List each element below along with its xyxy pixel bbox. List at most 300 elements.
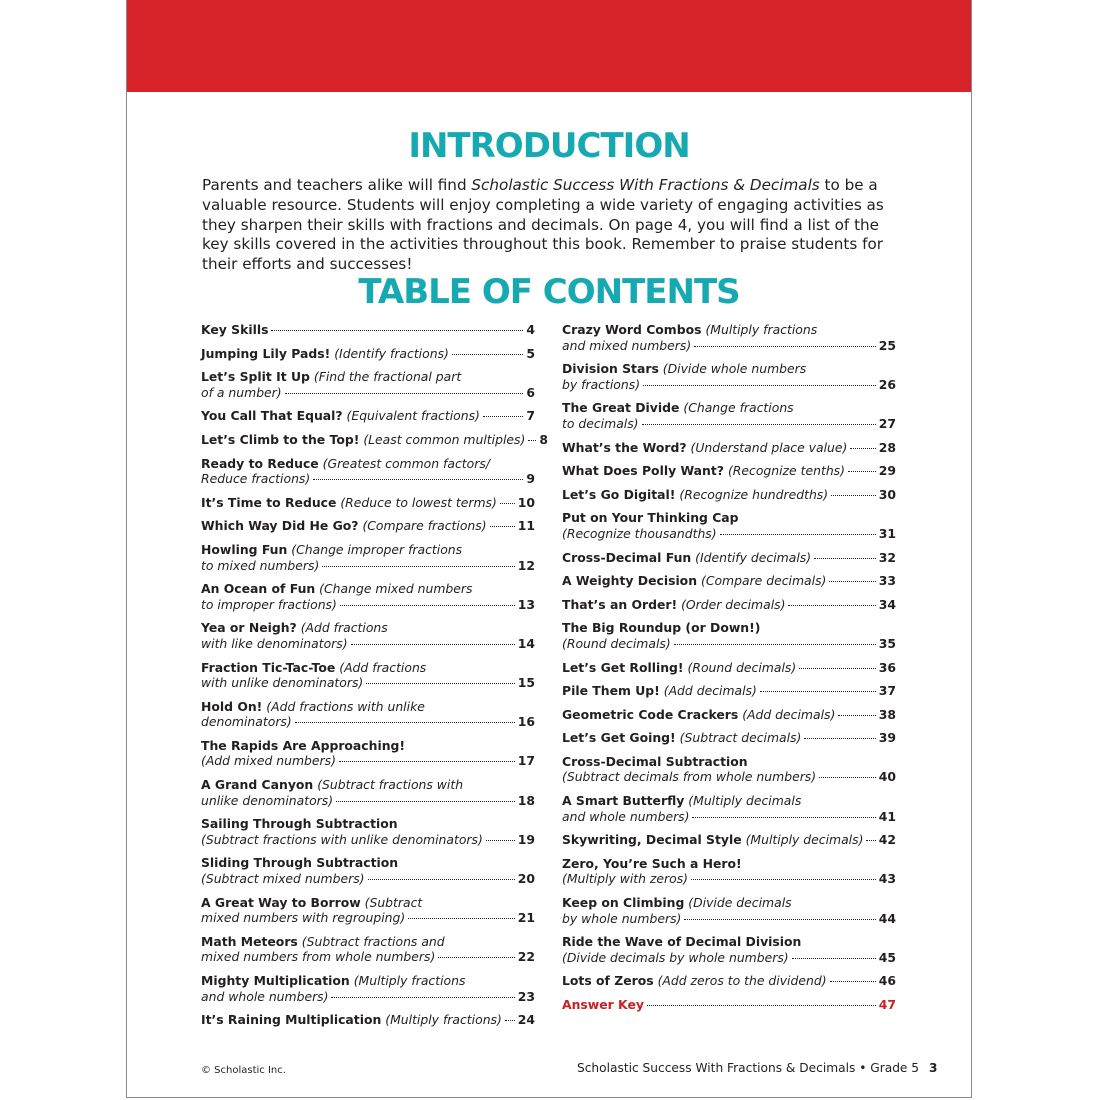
dot-leader: [643, 385, 876, 386]
toc-entry-page: 17: [517, 753, 535, 769]
toc-entry-description-continued: to mixed numbers): [201, 557, 320, 573]
toc-entry-line: [201, 871, 535, 887]
toc-entry-line: [562, 832, 896, 848]
toc-entry-line: [562, 377, 896, 393]
toc-entry-title: Geometric Code Crackers: [562, 706, 739, 722]
toc-entry-line: [201, 699, 535, 715]
toc-entry-title: Let’s Get Going!: [562, 730, 676, 746]
toc-entry: [201, 408, 535, 424]
toc-entry-title: Crazy Word Combos: [562, 322, 702, 337]
toc-entry-line: [201, 714, 535, 730]
toc-entry-line: [201, 855, 535, 871]
toc-entry-description: (Multiply fractions: [353, 973, 466, 988]
header-band: [127, 0, 971, 92]
dot-leader: [528, 440, 536, 441]
toc-entry-page: 25: [878, 337, 896, 353]
toc-entry-title: The Rapids Are Approaching!: [201, 737, 406, 753]
toc-entry-line: [562, 871, 896, 887]
toc-entry-line: [201, 895, 535, 911]
toc-entry-line: [201, 1012, 535, 1028]
toc-entry-description: (Subtract fractions with: [317, 777, 464, 793]
series-title: Scholastic Success With Fractions & Decimals • Grade 5: [577, 1061, 920, 1075]
toc-entry-line: [562, 997, 896, 1013]
toc-entry-description-continued: of a number): [201, 384, 282, 400]
toc-entry-page: 30: [878, 486, 896, 502]
toc-entry-line: [201, 385, 535, 401]
dot-leader: [647, 1005, 876, 1006]
toc-entry-page: 29: [878, 463, 896, 479]
toc-entry-title: Pile Them Up!: [562, 683, 660, 699]
toc-entry: [201, 369, 535, 400]
toc-entry-description: (Identify fractions): [334, 345, 449, 361]
toc-entry-line: [562, 440, 896, 456]
toc-entry: [201, 518, 535, 534]
toc-entry-description: (Add zeros to the dividend): [657, 973, 827, 989]
toc-entry-description-continued: with like denominators): [201, 635, 348, 651]
toc-entry-title: Ride the Wave of Decimal Division: [562, 934, 802, 950]
toc-entry-page: 31: [878, 525, 896, 541]
toc-entry-line: [562, 769, 896, 785]
toc-entry-description: (Change improper fractions: [291, 541, 463, 557]
toc-entry: [562, 620, 896, 651]
toc-entry-title: Keep on Climbing: [562, 895, 685, 911]
toc-entry: [562, 793, 896, 824]
dot-leader: [848, 471, 876, 472]
dot-leader: [408, 918, 515, 919]
toc-entry: [562, 440, 896, 456]
toc-entry-line: [201, 495, 535, 511]
toc-entry-description-continued: by fractions): [562, 376, 641, 392]
toc-entry-page: 26: [878, 376, 896, 392]
toc-entry-page: 8: [539, 431, 548, 447]
toc-entry-title: Which Way Did He Go?: [201, 518, 359, 534]
toc-entry-title: A Weighty Decision: [562, 573, 698, 589]
table-of-contents-heading: TABLE OF CONTENTS: [358, 272, 740, 312]
toc-entry-title: Cross-Decimal Fun: [562, 549, 692, 565]
toc-entry-title: It’s Time to Reduce: [201, 494, 337, 510]
toc-entry-line: [201, 542, 535, 558]
toc-entry: [201, 431, 548, 448]
dot-leader: [866, 840, 875, 841]
toc-entry-line: [201, 636, 535, 652]
toc-entry-line: [201, 832, 535, 848]
toc-entry-line: [562, 895, 896, 911]
toc-entry-description-continued: mixed numbers with regrouping): [201, 910, 406, 926]
toc-entry-page: 35: [878, 635, 896, 651]
toc-entry: [201, 660, 535, 691]
toc-entry-title: Put on Your Thinking Cap: [562, 510, 739, 526]
toc-entry-line: [562, 463, 896, 479]
toc-entry-description-continued: and whole numbers): [562, 808, 690, 824]
toc-entry: [201, 973, 535, 1004]
toc-entry-page: 46: [878, 973, 896, 989]
toc-entry-line: [562, 809, 896, 825]
toc-entry-description-continued: (Multiply with zeros): [562, 871, 689, 887]
toc-entry-line: [201, 816, 535, 832]
toc-entry-line: [201, 346, 535, 362]
dot-leader: [691, 879, 876, 880]
toc-entry: [562, 832, 896, 848]
toc-entry-title: Yea or Neigh?: [201, 620, 297, 636]
toc-entry-page: 41: [878, 808, 896, 824]
toc-entry-line: [201, 581, 535, 597]
toc-entry-description: (Multiply decimals): [745, 832, 864, 848]
toc-entry: [201, 699, 535, 730]
toc-entry-title: Ready to Reduce: [201, 455, 319, 471]
toc-entry-line: [562, 620, 896, 636]
page-number: 3: [929, 1061, 938, 1075]
toc-entry-page: 37: [878, 683, 896, 699]
toc-entry-page: 7: [526, 408, 535, 424]
toc-entry-title: Fraction Tic-Tac-Toe: [201, 659, 336, 675]
toc-entry-description-continued: (Divide decimals by whole numbers): [562, 949, 789, 965]
toc-entry-description: (Divide whole numbers: [662, 361, 807, 377]
toc-entry-title: Howling Fun: [201, 541, 288, 557]
toc-entry-line: [201, 675, 535, 691]
toc-entry-description-continued: (Recognize thousandths): [562, 525, 717, 541]
toc-entry-description: (Divide decimals: [688, 895, 792, 911]
toc-entry-description: (Understand place value): [690, 439, 848, 455]
dot-leader: [351, 644, 515, 645]
toc-entry-title: Key Skills: [201, 322, 269, 337]
toc-entry-description: (Add fractions: [300, 620, 388, 636]
dot-leader: [336, 801, 515, 802]
toc-entry: [562, 707, 896, 723]
toc-entry-line: [201, 322, 535, 338]
toc-entry-description-continued: Reduce fractions): [201, 471, 311, 487]
toc-entry-description-continued: unlike denominators): [201, 792, 334, 808]
toc-entry-line: [562, 793, 896, 809]
toc-entry-line: [201, 471, 535, 487]
toc-entry-description: (Add fractions with unlike: [266, 698, 425, 714]
toc-entry-line: [201, 989, 535, 1005]
toc-entry: [562, 856, 896, 887]
toc-entry-line: [562, 950, 896, 966]
toc-entry-page: 12: [517, 557, 535, 573]
toc-entry: [562, 550, 896, 566]
toc-entry-title: What’s the Word?: [562, 439, 687, 455]
toc-entry-line: [201, 793, 535, 809]
page: [126, 0, 972, 1098]
toc-entry-page: 19: [517, 831, 535, 847]
toc-entry-description-continued: denominators): [201, 714, 292, 730]
dot-leader: [799, 668, 876, 669]
dot-leader: [720, 534, 876, 535]
toc-entry-description: (Multiply fractions: [705, 322, 818, 337]
toc-entry-title: Mighty Multiplication: [201, 973, 350, 988]
toc-entry-line: [201, 558, 535, 574]
toc-entry-description-continued: (Subtract mixed numbers): [201, 871, 365, 887]
toc-entry-line: [201, 456, 535, 472]
toc-entry-line: [562, 856, 896, 872]
dot-leader: [642, 424, 876, 425]
toc-entry-line: [562, 416, 896, 432]
toc-entry-line: [562, 707, 896, 723]
toc-entry-page: 34: [878, 596, 896, 612]
dot-leader: [490, 526, 515, 527]
toc-entry: [201, 346, 535, 362]
dot-leader: [295, 722, 515, 723]
toc-entry-title: It’s Raining Multiplication: [201, 1012, 382, 1028]
toc-entry: [201, 322, 535, 338]
dot-leader: [804, 738, 875, 739]
dot-leader: [366, 683, 514, 684]
toc-entry-line: [562, 597, 896, 613]
toc-entry-line: [562, 660, 896, 676]
toc-entry-title: Let’s Get Rolling!: [562, 659, 684, 675]
dot-leader: [684, 919, 875, 920]
toc-entry-title: Cross-Decimal Subtraction: [562, 753, 748, 769]
toc-entry-page: 11: [517, 518, 535, 534]
dot-leader: [505, 1020, 515, 1021]
toc-entry-description-continued: (Subtract decimals from whole numbers): [562, 769, 817, 785]
toc-entry: [562, 487, 896, 503]
toc-entry-title: Skywriting, Decimal Style: [562, 832, 742, 848]
dot-leader: [340, 605, 515, 606]
dot-leader: [829, 581, 875, 582]
dot-leader: [819, 777, 876, 778]
toc-entry-description-continued: (Subtract fractions with unlike denominators): [201, 831, 483, 847]
toc-entry-title: Division Stars: [562, 361, 659, 377]
dot-leader: [838, 715, 875, 716]
toc-entry-description: (Change mixed numbers: [319, 581, 473, 597]
toc-entry-description-continued: by whole numbers): [562, 910, 682, 926]
toc-entry-title: A Great Way to Borrow: [201, 894, 361, 910]
toc-entry: [562, 973, 896, 989]
toc-entry-description: (Greatest common factors/: [322, 455, 490, 471]
copyright: © Scholastic Inc.: [201, 1065, 286, 1076]
toc-entry-page: 43: [878, 871, 896, 887]
toc-entry-page: 14: [517, 635, 535, 651]
toc-entry-line: [562, 730, 896, 746]
toc-right-column: [562, 322, 896, 1021]
toc-entry-line: [201, 973, 535, 989]
toc-entry-line: [562, 338, 896, 354]
dot-leader: [694, 346, 876, 347]
toc-entry-description: (Subtract fractions and: [301, 933, 445, 949]
toc-entry-page: 42: [878, 832, 896, 848]
toc-entry-description-continued: mixed numbers from whole numbers): [201, 949, 436, 965]
dot-leader: [831, 495, 876, 496]
dot-leader: [830, 981, 876, 982]
toc-entry-line: [562, 636, 896, 652]
toc-entry: [562, 463, 896, 479]
dot-leader: [438, 957, 514, 958]
toc-entry: [562, 660, 896, 676]
toc-entry-line: [562, 487, 896, 503]
introduction-paragraph: [202, 176, 902, 275]
toc-entry-title: Hold On!: [201, 698, 263, 714]
dot-leader: [674, 644, 876, 645]
toc-entry-line: [201, 934, 535, 950]
toc-entry-line: [201, 777, 535, 793]
toc-entry-page: 47: [878, 997, 896, 1012]
toc-entry-line: [562, 361, 896, 377]
toc-entry-title: You Call That Equal?: [201, 408, 343, 424]
toc-entry-description: (Compare decimals): [700, 573, 827, 589]
toc-entry-page: 18: [517, 792, 535, 808]
toc-entry-page: 9: [526, 471, 535, 487]
toc-entry-page: 40: [878, 769, 896, 785]
dot-leader: [285, 393, 524, 394]
dot-leader: [322, 566, 514, 567]
dot-leader: [788, 605, 875, 606]
toc-entry-line: [562, 322, 896, 338]
toc-entry-title: An Ocean of Fun: [201, 581, 316, 597]
toc-entry-description: (Order decimals): [681, 596, 786, 612]
toc-entry-line: [562, 526, 896, 542]
toc-entry-description: (Reduce to lowest terms): [340, 494, 497, 510]
dot-leader: [692, 817, 875, 818]
toc-entry-description-continued: with unlike denominators): [201, 675, 364, 691]
toc-entry-title: A Grand Canyon: [201, 777, 314, 793]
toc-entry-page: 36: [878, 659, 896, 675]
toc-entry-description: (Subtract: [364, 894, 423, 910]
toc-entry-description-continued: and whole numbers): [201, 988, 329, 1004]
toc-entry-description: (Add fractions: [339, 659, 427, 675]
toc-entry: [201, 620, 535, 651]
toc-entry-line: [201, 910, 535, 926]
toc-entry-page: 22: [517, 949, 535, 965]
toc-entry-line: [201, 408, 535, 424]
toc-entry-title: Sailing Through Subtraction: [201, 816, 398, 832]
toc-entry-page: 28: [878, 439, 896, 455]
toc-entry: [562, 754, 896, 785]
toc-entry-title: Math Meteors: [201, 933, 298, 949]
dot-leader: [313, 479, 523, 480]
toc-entry: [201, 542, 535, 573]
toc-entry-line: [201, 518, 535, 534]
toc-entry-description-continued: (Add mixed numbers): [201, 753, 336, 769]
toc-entry: [201, 816, 535, 847]
toc-entry-description: (Change fractions: [683, 400, 794, 416]
toc-entry: [562, 730, 896, 746]
book-title: Scholastic Success With Fractions & Decimals: [471, 176, 820, 194]
toc-entry-title: Zero, You’re Such a Hero!: [562, 855, 742, 871]
dot-leader: [850, 448, 875, 449]
toc-entry-description: (Subtract decimals): [679, 730, 802, 746]
toc-entry-description: (Identify decimals): [695, 549, 812, 565]
dot-leader: [500, 503, 515, 504]
toc-entry: [562, 895, 896, 926]
toc-entry-line: [201, 738, 535, 754]
toc-entry-page: 38: [878, 706, 896, 722]
toc-entry-line: [201, 597, 535, 613]
toc-entry: [562, 934, 896, 965]
intro-text-end: to be a valuable resource. Students will enjoy completing a wide variety of engaging activities as they sharpen their skills with fractions and decimals. On page 4, you will find a list of the key skills covered in the activities throughout this book. Remember to praise students for their efforts and successes!: [202, 176, 884, 274]
toc-entry-description: (Recognize hundredths): [679, 486, 829, 502]
toc-entry-line: [562, 573, 896, 589]
dot-leader: [760, 691, 876, 692]
toc-entry-page: 23: [517, 988, 535, 1004]
toc-entry-line: [201, 620, 535, 636]
toc-entry: [562, 997, 896, 1013]
toc-entry-line: [201, 369, 535, 385]
toc-entry-title: Lots of Zeros: [562, 973, 654, 989]
toc-entry-page: 5: [526, 345, 535, 361]
dot-leader: [483, 416, 523, 417]
toc-entry-title: Let’s Split It Up: [201, 369, 310, 385]
toc-entry-title: Sliding Through Subtraction: [201, 855, 399, 871]
toc-entry-page: 6: [526, 384, 535, 400]
toc-entry-page: 16: [517, 714, 535, 730]
toc-entry: [201, 777, 535, 808]
toc-entry-line: [562, 911, 896, 927]
toc-entry: [562, 322, 896, 353]
intro-text-start: Parents and teachers alike will find: [202, 176, 472, 194]
toc-entry-line: [201, 431, 548, 448]
toc-entry-page: 32: [878, 549, 896, 565]
toc-entry-title: Let’s Go Digital!: [562, 486, 676, 502]
toc-entry-title: Jumping Lily Pads!: [201, 345, 331, 361]
toc-entry: [201, 855, 535, 886]
toc-entry-page: 44: [878, 910, 896, 926]
toc-entry-description: (Multiply fractions): [385, 1012, 502, 1028]
toc-entry-description: (Find the fractional part: [313, 369, 462, 385]
toc-entry-description-continued: (Round decimals): [562, 635, 671, 651]
introduction-heading: INTRODUCTION: [408, 126, 690, 166]
toc-entry-description-continued: and mixed numbers): [562, 337, 692, 353]
toc-entry-title: The Great Divide: [562, 400, 680, 416]
toc-entry-description: (Equivalent fractions): [346, 408, 480, 424]
toc-entry-description-continued: to decimals): [562, 415, 639, 431]
toc-entry-line: [201, 949, 535, 965]
toc-entry: [562, 510, 896, 541]
toc-entry-title: A Smart Butterfly: [562, 793, 685, 809]
toc-entry: [201, 495, 535, 511]
toc-entry-page: 20: [517, 871, 535, 887]
toc-entry-line: [562, 510, 896, 526]
toc-entry-page: 33: [878, 573, 896, 589]
toc-entry: [562, 400, 896, 431]
toc-entry-line: [562, 550, 896, 566]
dot-leader: [368, 879, 515, 880]
dot-leader: [814, 558, 876, 559]
toc-entry-page: 21: [517, 910, 535, 926]
toc-entry: [201, 581, 535, 612]
toc-entry-page: 45: [878, 949, 896, 965]
toc-entry-title: What Does Polly Want?: [562, 463, 724, 479]
toc-entry-page: 13: [517, 596, 535, 612]
dot-leader: [331, 997, 514, 998]
toc-entry: [201, 456, 535, 487]
toc-entry: [562, 597, 896, 613]
toc-entry: [562, 573, 896, 589]
toc-entry-line: [562, 973, 896, 989]
toc-entry: [201, 738, 535, 769]
toc-entry-page: 24: [517, 1012, 535, 1028]
toc-entry: [201, 1012, 535, 1028]
toc-entry-title: The Big Roundup (or Down!): [562, 620, 761, 636]
dot-leader: [339, 761, 515, 762]
toc-entry-line: [562, 934, 896, 950]
toc-entry-line: [562, 754, 896, 770]
toc-entry-page: 4: [526, 322, 535, 337]
toc-entry-description: (Least common multiples): [363, 431, 526, 447]
toc-entry: [201, 895, 535, 926]
toc-entry-description-continued: to improper fractions): [201, 596, 337, 612]
toc-left-column: [201, 322, 548, 1036]
toc-entry-description: (Add decimals): [663, 683, 757, 699]
toc-entry-line: [562, 400, 896, 416]
dot-leader: [486, 840, 515, 841]
toc-entry-title: Answer Key: [562, 997, 644, 1012]
toc-entry-line: [201, 660, 535, 676]
dot-leader: [792, 958, 876, 959]
toc-entry-description: (Compare fractions): [362, 518, 487, 534]
dot-leader: [452, 354, 524, 355]
toc-entry-description: (Round decimals): [687, 659, 797, 675]
